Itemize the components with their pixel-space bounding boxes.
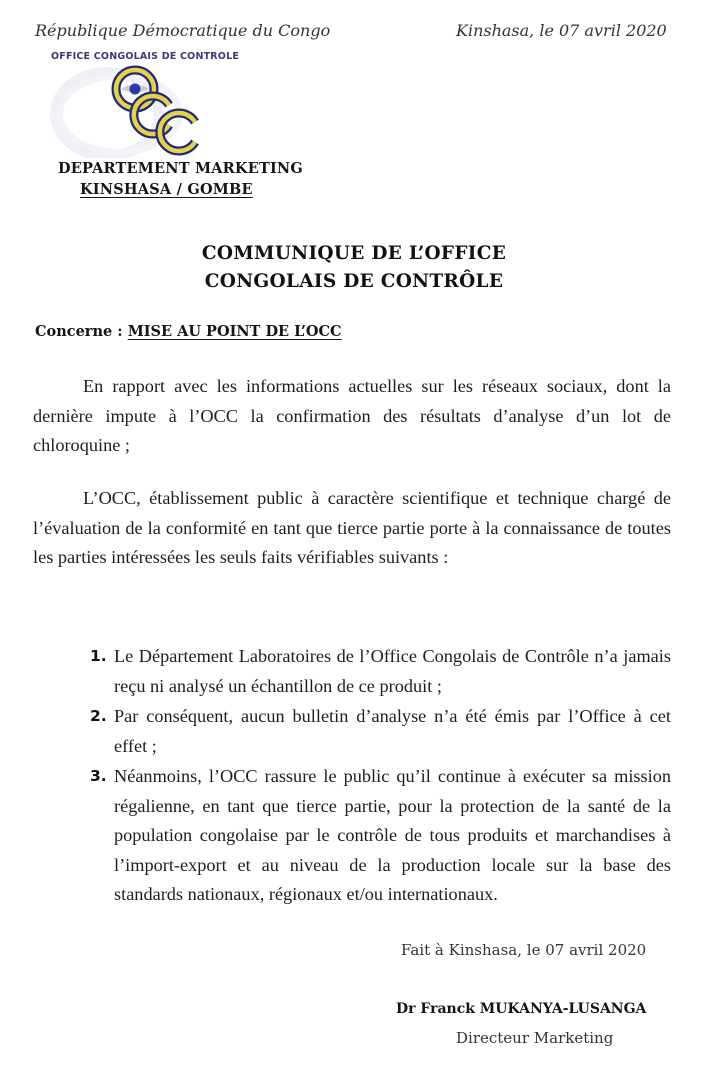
list-item-text: Le Département Laboratoires de l’Office Congolais de Contrôle n’a jamais reçu ni analysé un échantillon de ce produit ; <box>114 646 671 696</box>
country-heading: République Démocratique du Congo <box>35 21 331 40</box>
list-item <box>90 642 671 701</box>
list-item-number: 3. <box>90 767 107 785</box>
done-at-line: Fait à Kinshasa, le 07 avril 2020 <box>401 941 647 959</box>
signer-title: Directeur Marketing <box>456 1029 614 1047</box>
list-item-number: 1. <box>90 647 107 665</box>
logo-watermark-ring <box>55 72 159 156</box>
occ-logo-icon <box>45 62 225 158</box>
body-paragraph-2: L’OCC, établissement public à caractère scientifique et technique chargé de l’évaluation de la conformité en tant que tierce partie porte à la connaissance de toutes les parties intéressées les seuls faits vérifiables suivants : <box>33 488 671 567</box>
place-date: Kinshasa, le 07 avril 2020 <box>456 21 667 40</box>
list-item-number: 2. <box>90 707 107 725</box>
department-name: DEPARTEMENT MARKETING <box>58 160 303 177</box>
list-item-text: Par conséquent, aucun bulletin d’analyse n’a été émis par l’Office à cet effet ; <box>114 706 671 756</box>
subject-label: Concerne : <box>35 323 123 340</box>
list-item <box>90 762 671 910</box>
office-name: OFFICE CONGOLAIS DE CONTROLE <box>51 51 240 62</box>
document-title-line-2: CONGOLAIS DE CONTRÔLE <box>204 271 504 292</box>
occ-logo <box>45 62 225 158</box>
signer-name: Dr Franck MUKANYA-LUSANGA <box>396 1001 647 1017</box>
subject-value: MISE AU POINT DE L’OCC <box>127 323 342 340</box>
subject-line <box>35 323 342 340</box>
department-location: KINSHASA / GOMBE <box>80 181 253 198</box>
list-item <box>90 702 671 761</box>
body-paragraph-1: En rapport avec les informations actuelles sur les réseaux sociaux, dont la dernière impute à l’OCC la confirmation des résultats d’analyse d’un lot de chloroquine ; <box>33 376 671 455</box>
list-item-text: Néanmoins, l’OCC rassure le public qu’il continue à exécuter sa mission régalienne, en tant que tierce partie, pour la protection de la santé de la population congolaise par le contrôle de tous produits et marchandises à l’import-export et au niveau de la production locale sur la base des standards nationaux, régionaux et/ou internationaux. <box>114 766 671 904</box>
document-title-line-1: COMMUNIQUE DE L’OFFICE <box>201 243 507 264</box>
